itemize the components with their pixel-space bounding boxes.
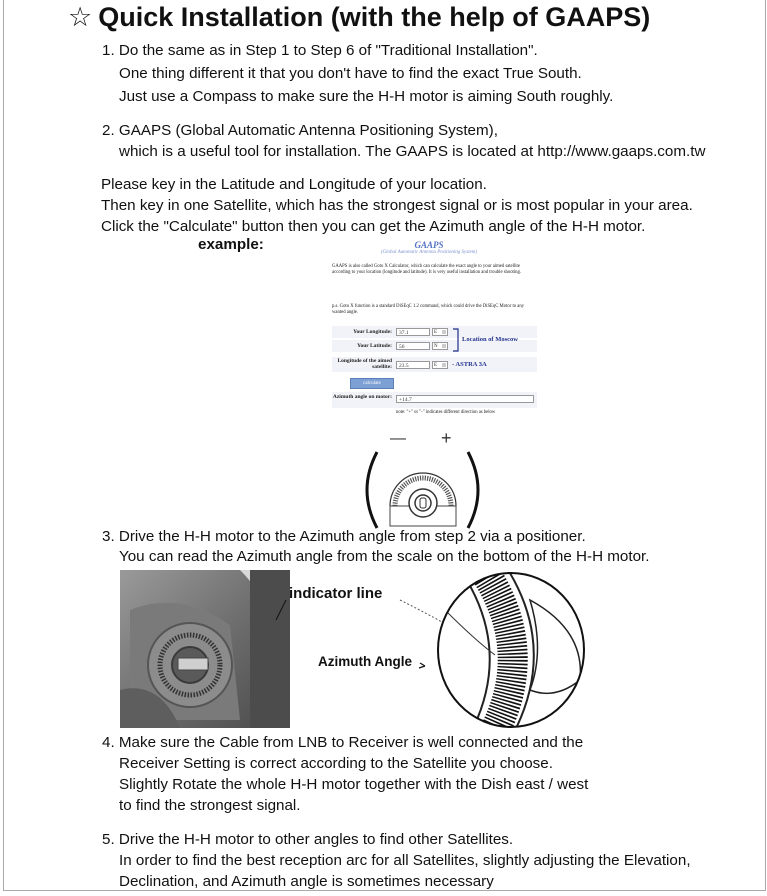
step5-line2: In order to find the best reception arc for all Satellites, slightly adjusting the Elevation, (119, 852, 691, 869)
location-bracket-icon (452, 328, 462, 352)
location-note: Location of Moscow (462, 336, 518, 343)
azimuth-label: Azimuth angle on motor: (332, 394, 392, 400)
step1-line2: One thing different it that you don't have to find the exact True South. (119, 65, 582, 82)
step2-line1: 2. GAAPS (Global Automatic Antenna Positioning System), (102, 122, 498, 139)
azimuth-output[interactable]: +14.7 (396, 395, 534, 403)
step3-line1: 3. Drive the H-H motor to the Azimuth angle from step 2 via a positioner. (102, 528, 586, 545)
gaaps-description: GAAPS is also called Goto X Calculator, which can calculate the exact angle to your aimed satellite according to your location (longitude and latitude). It is very useful installation and trouble shooting. (332, 264, 522, 275)
instruction-line3: Click the "Calculate" button then you can get the Azimuth angle of the H-H motor. (101, 218, 646, 235)
gaaps-note: p.s. Goto X function is a standard DiSEqC 1.2 command, which could drive the DiSEqC Motor to any wanted angle. (332, 304, 525, 315)
step1-line3: Just use a Compass to make sure the H-H motor is aiming South roughly. (119, 88, 614, 105)
dial-plus-sign: + (441, 428, 452, 448)
instruction-line2: Then key in one Satellite, which has the strongest signal or is most popular in your area. (101, 197, 693, 214)
step2-line2: which is a useful tool for installation. The GAAPS is located at http://www.gaaps.com.tw (119, 143, 706, 160)
example-label: example: (198, 236, 264, 253)
gaaps-calculator-panel (314, 240, 544, 430)
azimuth-dial-diagram (355, 448, 490, 532)
satellite-input[interactable]: 23.5 (396, 361, 430, 369)
indicator-line-label: indicator line (289, 585, 383, 602)
gaaps-title: GAAPS (414, 240, 444, 250)
longitude-input[interactable]: 37.1 (396, 328, 430, 336)
latitude-label: Your Latitude: (357, 343, 392, 349)
motor-photo (120, 570, 290, 728)
result-note: note: "+" or "-" indicates different direction as below (396, 410, 496, 415)
step4-line1: 4. Make sure the Cable from LNB to Receiver is well connected and the (102, 734, 584, 751)
step4-line3: Slightly Rotate the whole H-H motor together with the Dish east / west (119, 776, 589, 793)
gaaps-subtitle: (Global Automatic Antenna Positioning System) (380, 250, 478, 255)
latitude-direction-select[interactable]: N (432, 342, 448, 350)
satellite-direction-select[interactable]: E (432, 361, 448, 369)
instruction-line1: Please key in the Latitude and Longitude of your location. (101, 176, 487, 193)
calculate-button[interactable]: calculate (350, 378, 394, 389)
longitude-label: Your Longitude: (353, 329, 392, 335)
dial-minus-sign: — (390, 430, 406, 447)
step1-line1: 1. Do the same as in Step 1 to Step 6 of "Traditional Installation". (102, 42, 538, 59)
azimuth-scale-closeup (435, 570, 587, 730)
page-title-text: Quick Installation (with the help of GAAPS) (98, 2, 651, 32)
star-icon: ☆ (68, 2, 93, 32)
step5-line1: 5. Drive the H-H motor to other angles to find other Satellites. (102, 831, 514, 848)
azimuth-angle-label: Azimuth Angle (318, 654, 412, 669)
page-title (68, 2, 650, 33)
longitude-direction-select[interactable]: E (432, 328, 448, 336)
step5-line3: Declination, and Azimuth angle is sometimes necessary (119, 873, 494, 890)
step3-line2: You can read the Azimuth angle from the scale on the bottom of the H-H motor. (119, 548, 650, 565)
satellite-note: - ASTRA 3A (452, 361, 487, 368)
satellite-label: Longitude of the aimed satellite: (337, 358, 392, 370)
latitude-input[interactable]: 56 (396, 342, 430, 350)
step4-line4: to find the strongest signal. (119, 797, 301, 814)
step4-line2: Receiver Setting is correct according to the Satellite you choose. (119, 755, 553, 772)
